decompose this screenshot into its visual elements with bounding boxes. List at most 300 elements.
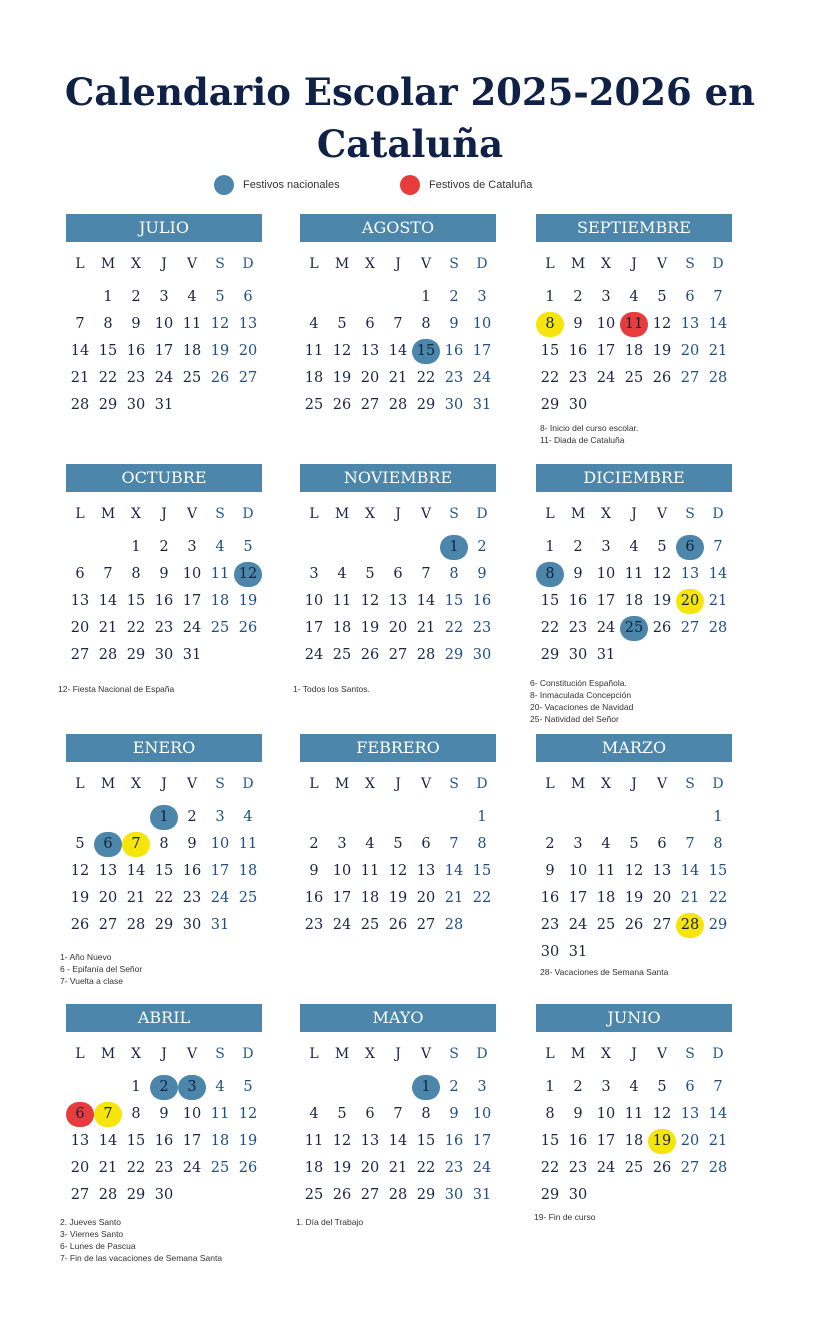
day: 1 bbox=[131, 1079, 141, 1095]
day-highlighted: 8 bbox=[536, 312, 564, 337]
day: 25 bbox=[596, 917, 616, 933]
month-junio bbox=[536, 1004, 732, 1209]
day: 16 bbox=[154, 593, 174, 609]
day-grid bbox=[66, 534, 262, 669]
day: 9 bbox=[309, 863, 319, 879]
day: 19 bbox=[332, 1160, 352, 1176]
day: 10 bbox=[472, 1106, 492, 1122]
day: 30 bbox=[568, 647, 588, 663]
day: 28 bbox=[388, 1187, 408, 1203]
empty-cell bbox=[122, 804, 150, 831]
title-line-2: Cataluña bbox=[316, 122, 504, 166]
day: 12 bbox=[652, 566, 672, 582]
day: 23 bbox=[444, 1160, 464, 1176]
day-grid bbox=[300, 284, 496, 419]
day: 26 bbox=[238, 620, 258, 636]
title-line-1: Calendario Escolar 2025-2026 en bbox=[64, 70, 756, 114]
day: 22 bbox=[98, 370, 118, 386]
month-agosto bbox=[300, 214, 496, 419]
day-grid bbox=[536, 1074, 732, 1209]
day: 26 bbox=[238, 1160, 258, 1176]
note-line: 3- Viernes Santo bbox=[60, 1229, 124, 1239]
weekday-label: V bbox=[656, 776, 668, 792]
empty-cell bbox=[676, 804, 704, 831]
day: 27 bbox=[388, 647, 408, 663]
day: 26 bbox=[388, 917, 408, 933]
day: 4 bbox=[243, 809, 253, 825]
weekday-label: X bbox=[131, 506, 141, 522]
day: 18 bbox=[182, 343, 202, 359]
month-header: SEPTIEMBRE bbox=[536, 214, 732, 242]
day: 12 bbox=[652, 316, 672, 332]
day: 3 bbox=[187, 539, 197, 555]
weekday-label: X bbox=[365, 256, 375, 272]
weekday-label: X bbox=[131, 1046, 141, 1062]
day: 29 bbox=[416, 1187, 436, 1203]
weekday-label: V bbox=[186, 1046, 198, 1062]
weekday-label: S bbox=[215, 776, 225, 792]
day: 7 bbox=[75, 316, 85, 332]
day: 29 bbox=[708, 917, 728, 933]
day: 6 bbox=[243, 289, 253, 305]
day: 25 bbox=[332, 647, 352, 663]
empty-cell bbox=[356, 1074, 384, 1101]
month-header: OCTUBRE bbox=[66, 464, 262, 492]
day: 16 bbox=[568, 343, 588, 359]
day: 10 bbox=[304, 593, 324, 609]
note-line: 8- Inicio del curso escolar. bbox=[540, 423, 639, 433]
weekday-row bbox=[536, 500, 732, 528]
weekday-label: X bbox=[365, 776, 375, 792]
empty-cell bbox=[536, 804, 564, 831]
day: 9 bbox=[187, 836, 197, 852]
weekday-label: V bbox=[656, 1046, 668, 1062]
day: 25 bbox=[182, 370, 202, 386]
day: 10 bbox=[568, 863, 588, 879]
weekday-label: J bbox=[161, 506, 167, 522]
day: 19 bbox=[210, 343, 230, 359]
note-line: 6- Constitución Española. bbox=[530, 678, 627, 688]
day: 28 bbox=[70, 397, 90, 413]
day: 23 bbox=[568, 370, 588, 386]
day: 4 bbox=[215, 539, 225, 555]
empty-cell bbox=[300, 804, 328, 831]
weekday-label: S bbox=[215, 256, 225, 272]
month-header: DICIEMBRE bbox=[536, 464, 732, 492]
weekday-label: D bbox=[476, 506, 488, 522]
day: 11 bbox=[304, 1133, 324, 1149]
day: 15 bbox=[126, 593, 146, 609]
day: 7 bbox=[393, 1106, 403, 1122]
day: 27 bbox=[70, 647, 90, 663]
day: 20 bbox=[680, 1133, 700, 1149]
day: 24 bbox=[182, 1160, 202, 1176]
day: 4 bbox=[629, 1079, 639, 1095]
day-highlighted: 15 bbox=[412, 339, 440, 364]
day: 2 bbox=[309, 836, 319, 852]
day: 13 bbox=[238, 316, 258, 332]
day: 29 bbox=[540, 397, 560, 413]
day-grid bbox=[66, 804, 262, 939]
day: 20 bbox=[652, 890, 672, 906]
day: 14 bbox=[444, 863, 464, 879]
weekday-label: V bbox=[420, 506, 432, 522]
day: 15 bbox=[126, 1133, 146, 1149]
day: 12 bbox=[624, 863, 644, 879]
day: 3 bbox=[477, 1079, 487, 1095]
day: 15 bbox=[540, 343, 560, 359]
day: 26 bbox=[652, 620, 672, 636]
day: 23 bbox=[182, 890, 202, 906]
day: 9 bbox=[573, 566, 583, 582]
day: 11 bbox=[238, 836, 258, 852]
day-highlighted: 7 bbox=[122, 832, 150, 857]
day: 5 bbox=[657, 289, 667, 305]
day: 1 bbox=[545, 289, 555, 305]
empty-cell bbox=[66, 284, 94, 311]
day: 7 bbox=[713, 289, 723, 305]
empty-cell bbox=[384, 284, 412, 311]
day: 20 bbox=[238, 343, 258, 359]
day: 22 bbox=[416, 1160, 436, 1176]
day: 12 bbox=[360, 593, 380, 609]
day: 12 bbox=[332, 343, 352, 359]
day: 5 bbox=[393, 836, 403, 852]
empty-cell bbox=[356, 534, 384, 561]
month-header: MARZO bbox=[536, 734, 732, 762]
weekday-label: M bbox=[100, 506, 116, 522]
day: 26 bbox=[652, 1160, 672, 1176]
month-notes bbox=[60, 1216, 222, 1264]
month-header: JUNIO bbox=[536, 1004, 732, 1032]
month-header: AGOSTO bbox=[300, 214, 496, 242]
empty-cell bbox=[384, 534, 412, 561]
day: 4 bbox=[365, 836, 375, 852]
weekday-label: L bbox=[545, 256, 555, 272]
day: 10 bbox=[472, 316, 492, 332]
day: 24 bbox=[210, 890, 230, 906]
weekday-label: D bbox=[242, 256, 254, 272]
day: 25 bbox=[238, 890, 258, 906]
month-marzo bbox=[536, 734, 732, 966]
day: 11 bbox=[182, 316, 202, 332]
day: 19 bbox=[332, 370, 352, 386]
day: 24 bbox=[568, 917, 588, 933]
day: 7 bbox=[393, 316, 403, 332]
day: 2 bbox=[573, 1079, 583, 1095]
day: 3 bbox=[601, 539, 611, 555]
day: 5 bbox=[657, 539, 667, 555]
day: 12 bbox=[332, 1133, 352, 1149]
weekday-label: J bbox=[161, 1046, 167, 1062]
day: 19 bbox=[624, 890, 644, 906]
day: 29 bbox=[126, 1187, 146, 1203]
day: 3 bbox=[601, 289, 611, 305]
note-line: 12- Fiesta Nacional de España bbox=[58, 684, 175, 694]
day: 28 bbox=[98, 647, 118, 663]
day: 24 bbox=[182, 620, 202, 636]
day: 10 bbox=[596, 1106, 616, 1122]
day: 29 bbox=[416, 397, 436, 413]
day: 22 bbox=[444, 620, 464, 636]
day: 8 bbox=[713, 836, 723, 852]
weekday-label: S bbox=[685, 1046, 695, 1062]
day: 13 bbox=[652, 863, 672, 879]
day: 14 bbox=[70, 343, 90, 359]
weekday-label: L bbox=[545, 776, 555, 792]
weekday-label: L bbox=[75, 1046, 85, 1062]
day: 9 bbox=[573, 1106, 583, 1122]
day: 6 bbox=[685, 1079, 695, 1095]
day: 26 bbox=[360, 647, 380, 663]
weekday-label: D bbox=[476, 776, 488, 792]
day: 30 bbox=[126, 397, 146, 413]
note-line: 19- Fin de curso bbox=[534, 1212, 596, 1222]
day-highlighted: 6 bbox=[676, 535, 704, 560]
weekday-label: M bbox=[100, 1046, 116, 1062]
empty-cell bbox=[440, 804, 468, 831]
day: 6 bbox=[685, 289, 695, 305]
weekday-label: D bbox=[242, 506, 254, 522]
day: 2 bbox=[159, 539, 169, 555]
day: 8 bbox=[545, 1106, 555, 1122]
day: 11 bbox=[624, 1106, 644, 1122]
day: 27 bbox=[680, 620, 700, 636]
weekday-label: S bbox=[685, 256, 695, 272]
day: 17 bbox=[472, 1133, 492, 1149]
day: 24 bbox=[304, 647, 324, 663]
day: 26 bbox=[70, 917, 90, 933]
day: 15 bbox=[416, 1133, 436, 1149]
day: 9 bbox=[477, 566, 487, 582]
day: 12 bbox=[238, 1106, 258, 1122]
weekday-label: M bbox=[570, 776, 586, 792]
day: 8 bbox=[421, 316, 431, 332]
day: 14 bbox=[388, 343, 408, 359]
empty-cell bbox=[94, 804, 122, 831]
month-notes bbox=[60, 951, 142, 987]
day: 17 bbox=[182, 1133, 202, 1149]
day: 14 bbox=[98, 593, 118, 609]
weekday-label: M bbox=[334, 256, 350, 272]
day: 7 bbox=[449, 836, 459, 852]
day: 17 bbox=[596, 1133, 616, 1149]
weekday-label: S bbox=[685, 506, 695, 522]
day: 18 bbox=[596, 890, 616, 906]
day: 10 bbox=[182, 1106, 202, 1122]
day: 23 bbox=[568, 1160, 588, 1176]
day: 10 bbox=[332, 863, 352, 879]
day: 20 bbox=[680, 343, 700, 359]
day: 21 bbox=[416, 620, 436, 636]
day: 13 bbox=[360, 1133, 380, 1149]
day: 16 bbox=[540, 890, 560, 906]
note-line: 28- Vacaciones de Semana Santa bbox=[540, 967, 669, 977]
empty-cell bbox=[328, 1074, 356, 1101]
day: 27 bbox=[416, 917, 436, 933]
day-highlighted: 20 bbox=[676, 589, 704, 614]
day: 23 bbox=[154, 620, 174, 636]
day: 20 bbox=[70, 1160, 90, 1176]
weekday-label: X bbox=[601, 256, 611, 272]
weekday-label: M bbox=[100, 256, 116, 272]
day: 30 bbox=[540, 944, 560, 960]
weekday-label: X bbox=[365, 1046, 375, 1062]
day: 13 bbox=[680, 1106, 700, 1122]
day: 14 bbox=[708, 316, 728, 332]
day: 31 bbox=[472, 1187, 492, 1203]
day: 1 bbox=[421, 289, 431, 305]
day: 15 bbox=[540, 593, 560, 609]
empty-cell bbox=[620, 804, 648, 831]
day: 19 bbox=[388, 890, 408, 906]
day: 13 bbox=[680, 316, 700, 332]
day: 9 bbox=[573, 316, 583, 332]
day: 22 bbox=[540, 620, 560, 636]
weekday-label: V bbox=[420, 256, 432, 272]
day: 13 bbox=[70, 593, 90, 609]
weekday-label: L bbox=[309, 776, 319, 792]
weekday-row bbox=[300, 770, 496, 798]
day: 7 bbox=[103, 566, 113, 582]
weekday-label: V bbox=[656, 506, 668, 522]
day: 6 bbox=[421, 836, 431, 852]
weekday-label: J bbox=[631, 506, 637, 522]
day: 22 bbox=[126, 1160, 146, 1176]
day: 6 bbox=[75, 566, 85, 582]
day: 20 bbox=[360, 370, 380, 386]
day: 26 bbox=[332, 1187, 352, 1203]
weekday-row bbox=[536, 250, 732, 278]
weekday-label: V bbox=[420, 1046, 432, 1062]
note-line: 1- Año Nuevo bbox=[60, 952, 112, 962]
month-octubre bbox=[66, 464, 262, 669]
empty-cell bbox=[648, 804, 676, 831]
day: 13 bbox=[360, 343, 380, 359]
day: 20 bbox=[360, 1160, 380, 1176]
day: 30 bbox=[154, 647, 174, 663]
day: 26 bbox=[652, 370, 672, 386]
weekday-label: J bbox=[631, 1046, 637, 1062]
day-grid bbox=[536, 804, 732, 966]
day: 4 bbox=[309, 1106, 319, 1122]
day: 3 bbox=[337, 836, 347, 852]
day: 31 bbox=[568, 944, 588, 960]
day: 29 bbox=[444, 647, 464, 663]
month-notes bbox=[293, 683, 370, 695]
month-header: FEBRERO bbox=[300, 734, 496, 762]
empty-cell bbox=[66, 1074, 94, 1101]
day: 31 bbox=[472, 397, 492, 413]
weekday-label: L bbox=[75, 776, 85, 792]
legend-national-label: Festivos nacionales bbox=[243, 179, 340, 191]
day: 8 bbox=[421, 1106, 431, 1122]
weekday-label: D bbox=[712, 256, 724, 272]
day: 16 bbox=[154, 1133, 174, 1149]
day-highlighted: 19 bbox=[648, 1129, 676, 1154]
day: 11 bbox=[360, 863, 380, 879]
day: 20 bbox=[388, 620, 408, 636]
weekday-label: X bbox=[601, 776, 611, 792]
weekday-row bbox=[300, 500, 496, 528]
empty-cell bbox=[356, 284, 384, 311]
day: 27 bbox=[70, 1187, 90, 1203]
day: 11 bbox=[210, 566, 230, 582]
day: 18 bbox=[624, 1133, 644, 1149]
day: 31 bbox=[596, 647, 616, 663]
day: 27 bbox=[360, 1187, 380, 1203]
day: 4 bbox=[629, 289, 639, 305]
day: 16 bbox=[568, 1133, 588, 1149]
note-line: 20- Vacaciones de Navidad bbox=[530, 702, 634, 712]
day: 24 bbox=[596, 1160, 616, 1176]
day: 16 bbox=[182, 863, 202, 879]
empty-cell bbox=[300, 534, 328, 561]
weekday-label: J bbox=[395, 506, 401, 522]
day: 23 bbox=[472, 620, 492, 636]
weekday-label: D bbox=[712, 1046, 724, 1062]
weekday-label: J bbox=[395, 256, 401, 272]
day-highlighted: 7 bbox=[94, 1102, 122, 1127]
day: 5 bbox=[215, 289, 225, 305]
day-grid bbox=[66, 284, 262, 419]
day-highlighted: 1 bbox=[412, 1075, 440, 1100]
weekday-label: M bbox=[334, 1046, 350, 1062]
weekday-label: S bbox=[449, 776, 459, 792]
day: 23 bbox=[444, 370, 464, 386]
day-highlighted: 6 bbox=[66, 1102, 94, 1127]
day: 21 bbox=[98, 620, 118, 636]
weekday-label: V bbox=[656, 256, 668, 272]
day: 13 bbox=[98, 863, 118, 879]
day: 17 bbox=[332, 890, 352, 906]
day: 21 bbox=[708, 343, 728, 359]
day: 4 bbox=[601, 836, 611, 852]
day: 4 bbox=[215, 1079, 225, 1095]
day: 13 bbox=[680, 566, 700, 582]
note-line: 11- Diada de Cataluña bbox=[540, 435, 625, 445]
day: 22 bbox=[540, 1160, 560, 1176]
day: 23 bbox=[126, 370, 146, 386]
weekday-label: X bbox=[601, 1046, 611, 1062]
note-line: 6 - Epifanía del Señor bbox=[60, 964, 143, 974]
weekday-row bbox=[66, 250, 262, 278]
day: 8 bbox=[449, 566, 459, 582]
day: 24 bbox=[472, 370, 492, 386]
day: 9 bbox=[449, 316, 459, 332]
day: 11 bbox=[304, 343, 324, 359]
day: 25 bbox=[210, 620, 230, 636]
weekday-label: M bbox=[334, 506, 350, 522]
day: 15 bbox=[444, 593, 464, 609]
day: 12 bbox=[210, 316, 230, 332]
day: 18 bbox=[332, 620, 352, 636]
empty-cell bbox=[300, 1074, 328, 1101]
note-line: 1- Todos los Santos. bbox=[293, 684, 370, 694]
day: 24 bbox=[154, 370, 174, 386]
blue-dot-icon bbox=[214, 175, 234, 195]
day: 25 bbox=[624, 370, 644, 386]
day: 24 bbox=[596, 370, 616, 386]
day-highlighted: 6 bbox=[94, 832, 122, 857]
day: 31 bbox=[182, 647, 202, 663]
month-julio bbox=[66, 214, 262, 419]
empty-cell bbox=[66, 534, 94, 561]
day: 5 bbox=[75, 836, 85, 852]
day: 27 bbox=[680, 370, 700, 386]
day: 20 bbox=[98, 890, 118, 906]
day: 1 bbox=[713, 809, 723, 825]
